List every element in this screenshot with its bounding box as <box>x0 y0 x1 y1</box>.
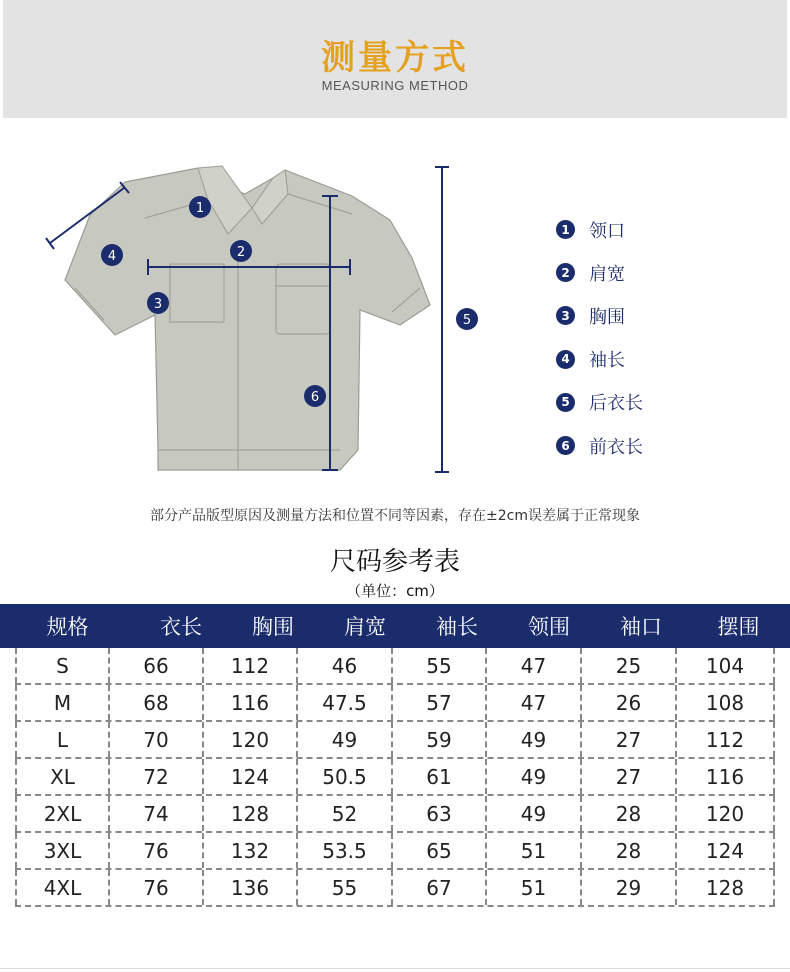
table-cell: 2XL <box>15 796 110 831</box>
table-cell: 112 <box>677 722 775 757</box>
table-cell: 76 <box>110 870 204 905</box>
table-cell: 4XL <box>15 870 110 905</box>
legend-item <box>556 338 643 381</box>
table-header-cell: 袖长 <box>436 615 478 639</box>
size-table-header <box>0 604 790 648</box>
legend-label-shoulder: 肩宽 <box>589 263 625 285</box>
table-row <box>15 870 775 907</box>
table-header-cell: 肩宽 <box>344 615 386 639</box>
table-cell: 28 <box>582 833 677 868</box>
legend-label-sleeve: 袖长 <box>589 350 625 372</box>
table-cell: 51 <box>487 870 582 905</box>
table-cell: 49 <box>487 796 582 831</box>
size-table-body <box>15 648 775 907</box>
table-cell: 47 <box>487 685 582 720</box>
legend-label-back-length: 后衣长 <box>589 393 643 415</box>
table-cell: 61 <box>393 759 487 794</box>
table-cell: 49 <box>487 722 582 757</box>
marker-1 <box>189 196 211 218</box>
table-header-cell: 领围 <box>528 615 570 639</box>
table-cell: 51 <box>487 833 582 868</box>
legend-label-front-length: 前衣长 <box>589 436 643 458</box>
legend-item <box>556 251 643 294</box>
table-cell: 66 <box>110 648 204 683</box>
table-row <box>15 796 775 833</box>
shirt-measurement-diagram <box>40 160 490 480</box>
table-cell: 29 <box>582 870 677 905</box>
legend-number-5: 5 <box>556 393 575 412</box>
svg-text:5: 5 <box>462 313 472 328</box>
table-cell: 49 <box>487 759 582 794</box>
table-cell: 63 <box>393 796 487 831</box>
marker-5 <box>456 308 478 330</box>
legend-number-2: 2 <box>556 263 575 282</box>
table-row <box>15 648 775 685</box>
table-cell: M <box>15 685 110 720</box>
legend-number-3: 3 <box>556 306 575 325</box>
table-header-cell: 摆围 <box>717 615 760 639</box>
table-cell: L <box>15 722 110 757</box>
measurement-legend <box>556 208 643 467</box>
svg-text:6: 6 <box>310 390 320 405</box>
table-cell: 128 <box>677 870 775 905</box>
table-header-cell: 衣长 <box>160 615 202 639</box>
table-cell: 136 <box>204 870 298 905</box>
table-row <box>15 833 775 870</box>
table-cell: 47.5 <box>298 685 393 720</box>
table-cell: 72 <box>110 759 204 794</box>
svg-text:2: 2 <box>236 245 246 260</box>
tolerance-note: 部分产品版型原因及测量方法和位置不同等因素，存在±2cm误差属于正常现象 <box>150 508 640 524</box>
table-cell: 70 <box>110 722 204 757</box>
table-cell: 28 <box>582 796 677 831</box>
table-cell: 27 <box>582 722 677 757</box>
marker-4 <box>101 244 123 266</box>
table-cell: 116 <box>677 759 775 794</box>
marker-3 <box>147 292 169 314</box>
legend-item <box>556 208 643 251</box>
table-cell: 108 <box>677 685 775 720</box>
table-cell: 124 <box>204 759 298 794</box>
table-cell: 55 <box>298 870 393 905</box>
svg-text:4: 4 <box>107 249 117 264</box>
table-cell: 55 <box>393 648 487 683</box>
table-cell: 46 <box>298 648 393 683</box>
table-cell: 25 <box>582 648 677 683</box>
table-header-cell: 规格 <box>46 615 89 639</box>
legend-number-6: 6 <box>556 436 575 455</box>
table-cell: 50.5 <box>298 759 393 794</box>
table-cell: 74 <box>110 796 204 831</box>
table-cell: 124 <box>677 833 775 868</box>
legend-item <box>556 381 643 424</box>
table-row <box>15 722 775 759</box>
table-cell: 76 <box>110 833 204 868</box>
svg-text:3: 3 <box>153 297 163 312</box>
table-cell: 120 <box>204 722 298 757</box>
page-title: 测量方式 <box>321 38 469 78</box>
table-cell: 53.5 <box>298 833 393 868</box>
table-cell: 68 <box>110 685 204 720</box>
table-cell: 116 <box>204 685 298 720</box>
table-cell: 57 <box>393 685 487 720</box>
table-cell: 132 <box>204 833 298 868</box>
page-subtitle: MEASURING METHOD <box>321 78 469 93</box>
table-cell: 59 <box>393 722 487 757</box>
table-cell: 47 <box>487 648 582 683</box>
legend-number-1: 1 <box>556 220 575 239</box>
legend-label-chest: 胸围 <box>589 306 625 328</box>
table-cell: S <box>15 648 110 683</box>
table-cell: 112 <box>204 648 298 683</box>
legend-number-4: 4 <box>556 350 575 369</box>
header-banner <box>3 0 787 118</box>
table-row <box>15 759 775 796</box>
table-cell: 67 <box>393 870 487 905</box>
table-cell: 26 <box>582 685 677 720</box>
table-cell: 49 <box>298 722 393 757</box>
table-cell: XL <box>15 759 110 794</box>
legend-item <box>556 294 643 337</box>
marker-2 <box>230 240 252 262</box>
bottom-divider <box>0 968 790 969</box>
table-cell: 120 <box>677 796 775 831</box>
table-cell: 104 <box>677 648 775 683</box>
table-cell: 128 <box>204 796 298 831</box>
legend-label-collar: 领口 <box>589 220 625 242</box>
table-cell: 27 <box>582 759 677 794</box>
marker-6 <box>304 385 326 407</box>
table-cell: 65 <box>393 833 487 868</box>
table-header-cell: 胸围 <box>252 615 294 639</box>
table-cell: 52 <box>298 796 393 831</box>
size-table-unit: （单位：cm） <box>346 582 444 600</box>
table-row <box>15 685 775 722</box>
table-header-cell: 袖口 <box>620 615 662 639</box>
size-table-title: 尺码参考表 <box>329 547 460 577</box>
svg-text:1: 1 <box>195 201 205 216</box>
legend-item <box>556 424 643 467</box>
table-cell: 3XL <box>15 833 110 868</box>
